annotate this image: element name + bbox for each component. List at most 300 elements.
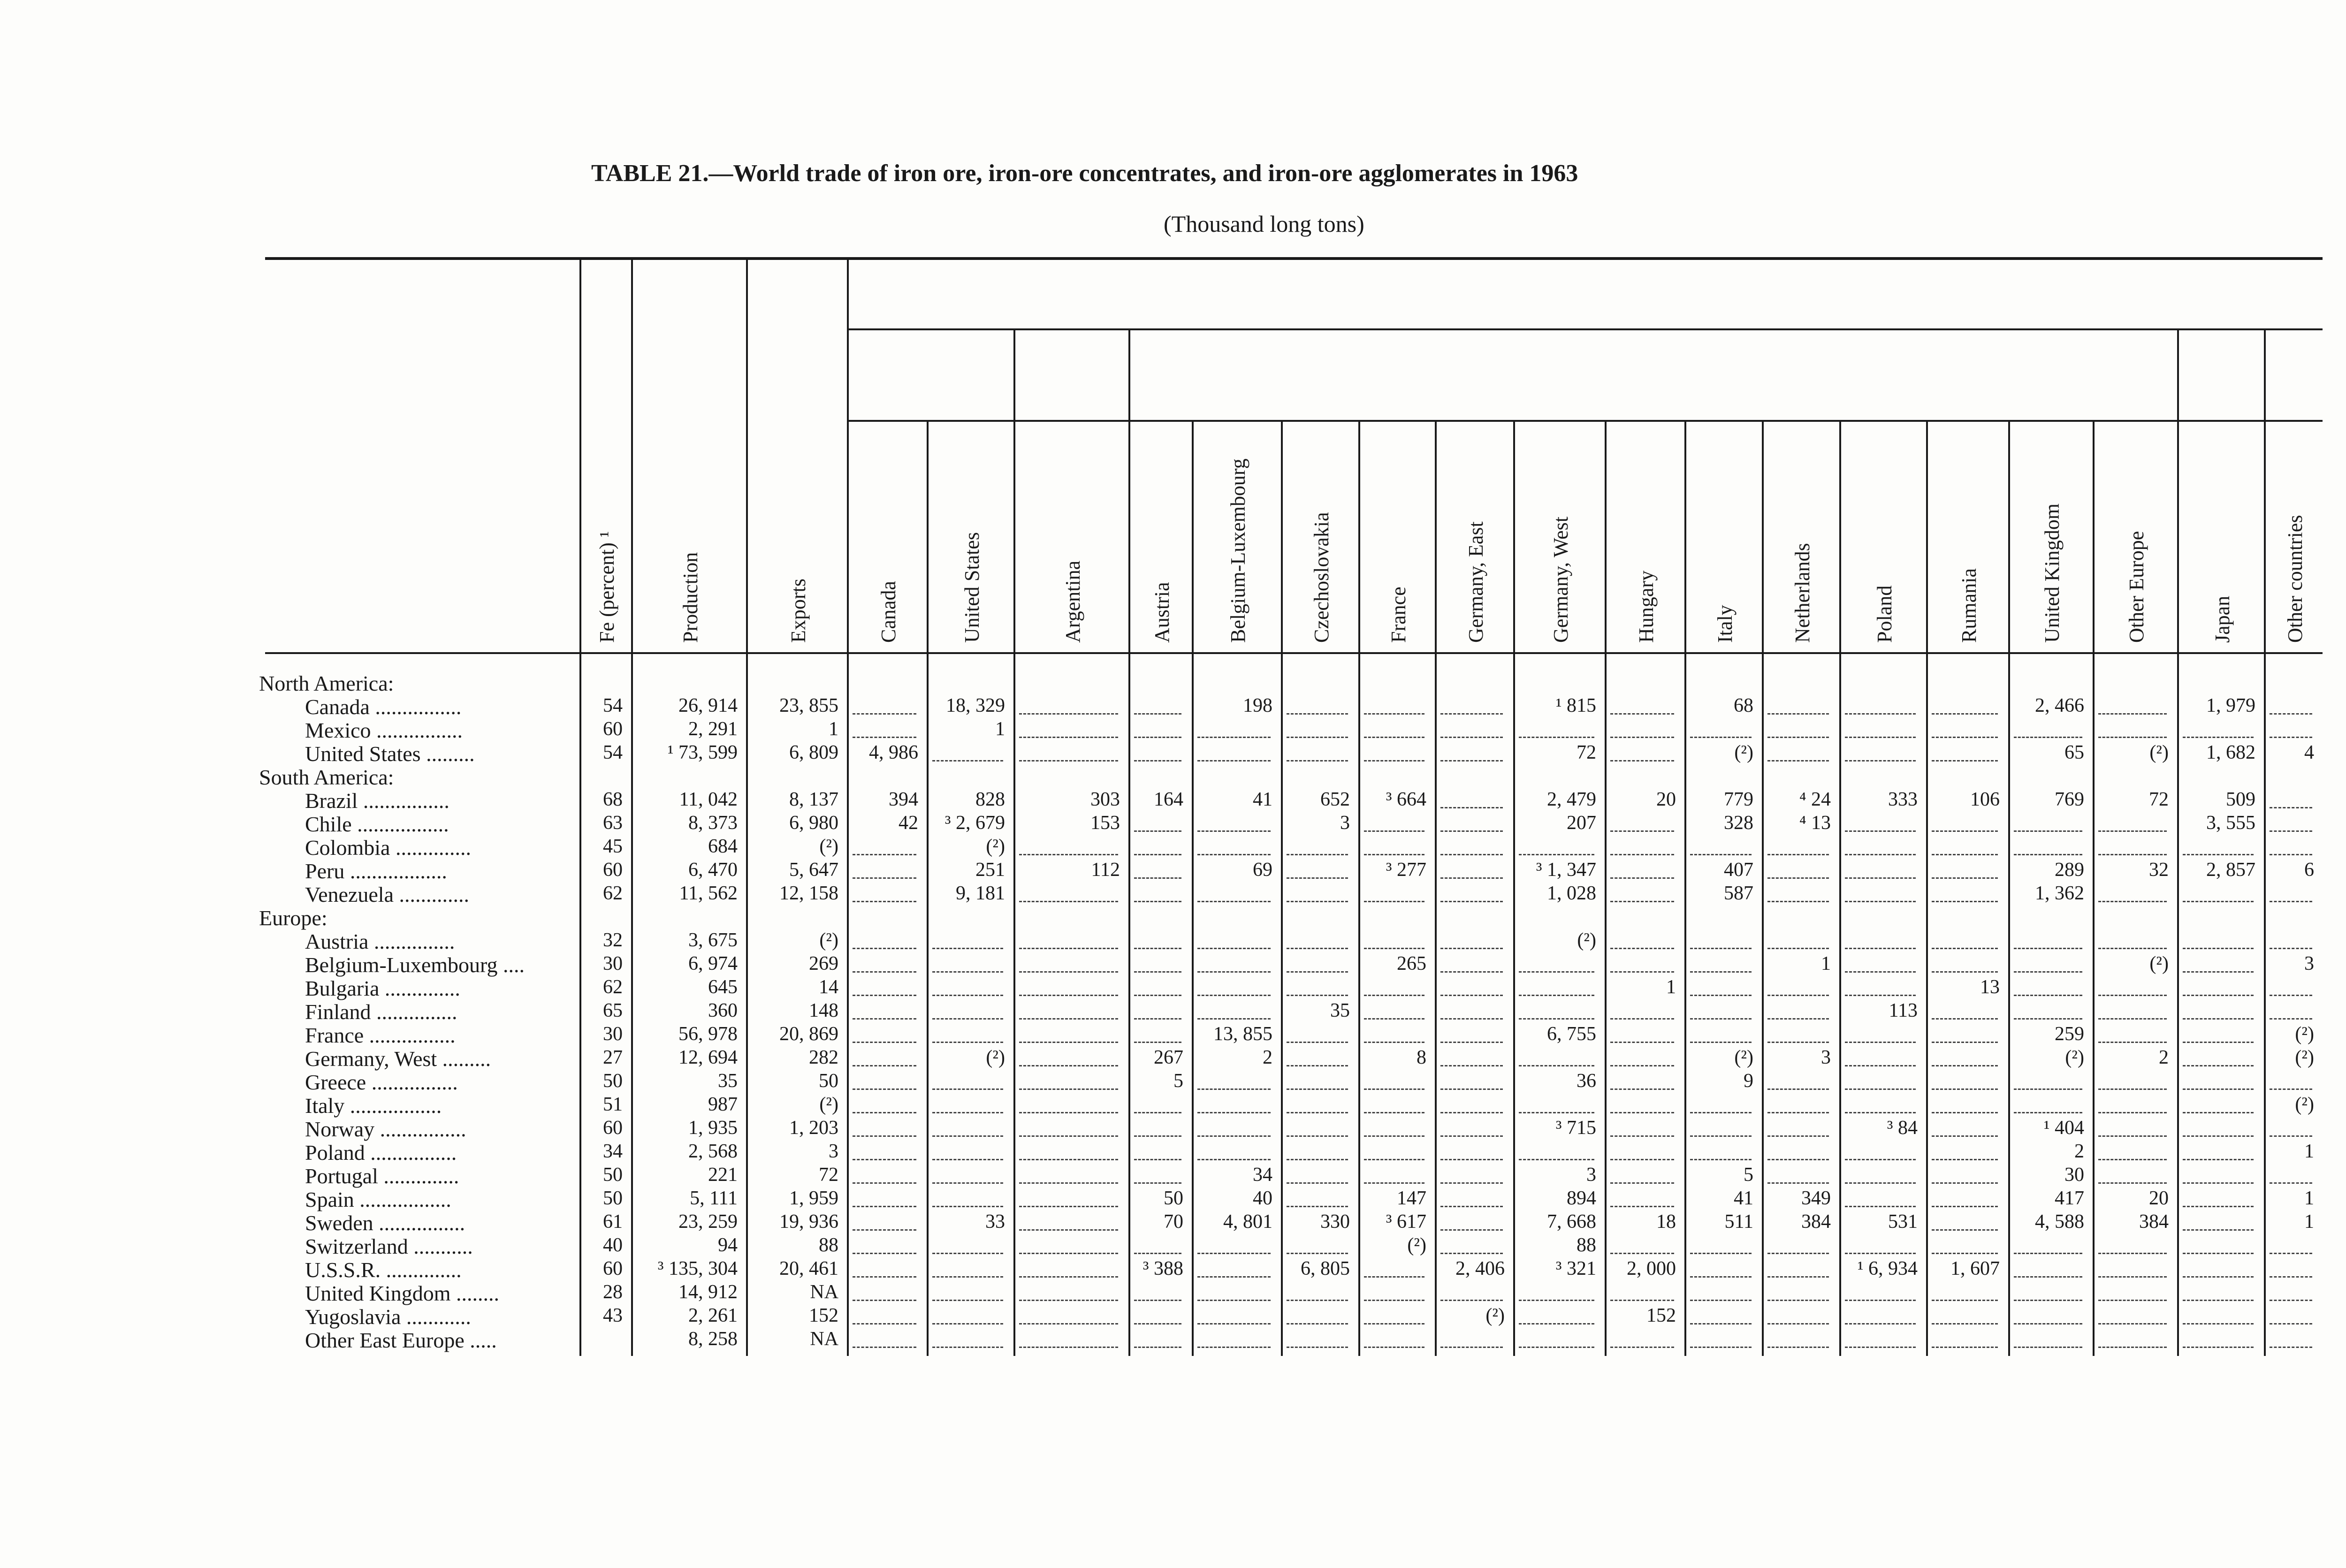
cell-dash	[1767, 1112, 1829, 1113]
cell-dash	[1197, 1159, 1271, 1160]
cell-dash	[1364, 1042, 1424, 1043]
cell-dash	[1767, 760, 1829, 761]
cell-dash	[1440, 971, 1503, 973]
cell-dash	[1440, 1206, 1503, 1207]
cell-dash	[1767, 1253, 1829, 1254]
cell-value: 4, 986	[869, 742, 918, 763]
cell-dash	[1767, 1159, 1829, 1160]
cell-dash	[853, 1253, 916, 1254]
cell-dash	[1610, 830, 1674, 832]
header-col-9: Hungary	[1635, 571, 1658, 643]
cell-dash	[1134, 1253, 1181, 1254]
cell-production: 2, 291	[688, 718, 738, 740]
cell-dash	[2098, 1088, 2167, 1090]
row-name: Peru ..................	[305, 859, 447, 883]
cell-dash	[2183, 1182, 2254, 1184]
cell-value: (²)	[1485, 1305, 1505, 1326]
cell-dash	[2270, 1253, 2312, 1254]
cell-dash	[2183, 1347, 2254, 1348]
cell-value: 153	[1090, 812, 1120, 834]
cell-exports: 19, 936	[779, 1211, 838, 1233]
cell-production: 8, 373	[688, 812, 738, 834]
cell-dash	[1845, 995, 1916, 996]
row-name: Austria ...............	[305, 929, 455, 953]
cell-dash	[932, 1135, 1003, 1137]
cell-value: 13	[1980, 976, 2000, 998]
cell-dash	[2183, 971, 2254, 973]
cell-value: (²)	[2295, 1023, 2314, 1045]
cell-dash	[1690, 1347, 1752, 1348]
cell-dash	[1364, 1347, 1424, 1348]
row-name: Bulgaria ..............	[305, 976, 460, 1000]
cell-dash	[2098, 1300, 2167, 1301]
cell-dash	[1610, 1042, 1674, 1043]
cell-value: 5	[1744, 1164, 1753, 1186]
cell-dash	[1519, 1159, 1594, 1160]
cell-dash	[2270, 1182, 2312, 1184]
cell-dash	[853, 1159, 916, 1160]
row-name: Portugal ..............	[305, 1164, 459, 1188]
cell-dash	[1440, 948, 1503, 949]
row-name: Other East Europe .....	[305, 1328, 497, 1352]
cell-dash	[2014, 1088, 2082, 1090]
cell-fe: 34	[603, 1141, 623, 1162]
cell-dash	[1287, 877, 1348, 879]
cell-dash	[1932, 760, 1998, 761]
cell-fe: 32	[603, 929, 623, 951]
cell-dash	[1767, 901, 1829, 902]
header-col-1: United States	[960, 532, 983, 643]
cell-dash	[2014, 1253, 2082, 1254]
cell-dash	[1134, 1018, 1181, 1020]
cell-dash	[1197, 854, 1271, 855]
cell-dash	[1932, 1253, 1998, 1254]
cell-dash	[853, 1347, 916, 1348]
cell-dash	[1440, 995, 1503, 996]
cell-dash	[1932, 1135, 1998, 1137]
cell-value: 2, 466	[2035, 695, 2084, 716]
cell-value: (²)	[1577, 929, 1596, 951]
header-col-6: France	[1386, 586, 1410, 643]
cell-dash	[2098, 995, 2167, 996]
cell-dash	[2098, 1159, 2167, 1160]
cell-dash	[853, 1276, 916, 1278]
cell-dash	[2183, 1300, 2254, 1301]
cell-value: 1, 607	[1950, 1258, 2000, 1279]
cell-value: 2, 857	[2206, 859, 2255, 881]
cell-dash	[853, 948, 916, 949]
cell-production: 94	[718, 1234, 738, 1256]
cell-dash	[1440, 1300, 1503, 1301]
cell-dash	[1519, 995, 1594, 996]
cell-value: (²)	[2149, 953, 2169, 974]
cell-value: 106	[1970, 789, 2000, 810]
cell-dash	[1364, 1135, 1424, 1137]
cell-dash	[853, 1112, 916, 1113]
cell-dash	[1134, 1182, 1181, 1184]
cell-dash	[1845, 1182, 1916, 1184]
cell-dash	[2270, 948, 2312, 949]
group-label: Europe:	[259, 906, 328, 930]
cell-dash	[853, 1088, 916, 1090]
header-production: Production	[678, 552, 702, 643]
cell-fe: 65	[603, 1000, 623, 1021]
cell-value: 384	[2139, 1211, 2169, 1233]
cell-dash	[1519, 737, 1594, 738]
cell-production: 6, 974	[688, 953, 738, 974]
cell-value: 13, 855	[1213, 1023, 1272, 1045]
cell-dash	[853, 1323, 916, 1324]
cell-dash	[2183, 1229, 2254, 1231]
cell-dash	[1440, 1253, 1503, 1254]
cell-dash	[932, 1182, 1003, 1184]
cell-dash	[1845, 971, 1916, 973]
row-name: Venezuela .............	[305, 883, 469, 906]
cell-dash	[1197, 1112, 1271, 1113]
cell-dash	[1134, 760, 1181, 761]
cell-dash	[2183, 1018, 2254, 1020]
cell-dash	[853, 1206, 916, 1207]
cell-exports: 1, 203	[789, 1117, 838, 1139]
cell-dash	[1197, 948, 1271, 949]
cell-dash	[1287, 713, 1348, 715]
cell-value: ³ 715	[1555, 1117, 1596, 1139]
cell-dash	[1440, 1347, 1503, 1348]
cell-dash	[1197, 995, 1271, 996]
cell-dash	[1690, 971, 1752, 973]
cell-dash	[2183, 854, 2254, 855]
cell-value: 40	[1253, 1187, 1272, 1209]
cell-value: 6, 805	[1301, 1258, 1350, 1279]
cell-dash	[1690, 948, 1752, 949]
cell-value: 42	[899, 812, 918, 834]
cell-dash	[1364, 760, 1424, 761]
cell-dash	[1690, 995, 1752, 996]
cell-value: 9, 181	[956, 883, 1005, 904]
cell-dash	[932, 948, 1003, 949]
table-subtitle: (Thousand long tons)	[1164, 211, 1364, 237]
cell-value: 2, 000	[1627, 1258, 1676, 1279]
cell-dash	[2270, 830, 2312, 832]
cell-value: 1	[1821, 953, 1831, 974]
cell-value: 4	[2304, 742, 2314, 763]
cell-exports: 1	[829, 718, 838, 740]
cell-exports: 5, 647	[789, 859, 838, 881]
cell-dash	[1197, 1276, 1271, 1278]
cell-value: 1	[1666, 976, 1676, 998]
cell-value: 265	[1397, 953, 1426, 974]
region-rule	[847, 420, 2323, 422]
cell-dash	[1287, 760, 1348, 761]
cell-value: 6	[2304, 859, 2314, 881]
cell-dash	[1134, 948, 1181, 949]
cell-dash	[1197, 1018, 1271, 1020]
cell-dash	[1610, 1112, 1674, 1113]
cell-dash	[2270, 995, 2312, 996]
cell-value: ³ 388	[1143, 1258, 1183, 1279]
cell-dash	[2270, 1276, 2312, 1278]
cell-dash	[1440, 830, 1503, 832]
cell-dash	[1767, 877, 1829, 879]
cell-value: 18, 329	[946, 695, 1005, 716]
cell-dash	[1019, 901, 1118, 902]
cell-dash	[853, 995, 916, 996]
cell-dash	[1364, 1276, 1424, 1278]
cell-dash	[1610, 1018, 1674, 1020]
cell-value: 1	[2304, 1141, 2314, 1162]
header-col-11: Netherlands	[1790, 543, 1814, 643]
cell-dash	[2183, 1323, 2254, 1324]
cell-dash	[1287, 1300, 1348, 1301]
cell-value: 3	[1586, 1164, 1596, 1186]
cell-dash	[2098, 1323, 2167, 1324]
cell-dash	[2270, 807, 2312, 808]
cell-dash	[2014, 830, 2082, 832]
cell-value: 8	[1417, 1047, 1426, 1068]
cell-value: (²)	[2149, 742, 2169, 763]
cell-dash	[1519, 854, 1594, 855]
cell-fe: 40	[603, 1234, 623, 1256]
row-name: Switzerland ...........	[305, 1234, 473, 1258]
row-name: Brazil ................	[305, 789, 449, 813]
cell-dash	[1519, 1018, 1594, 1020]
cell-exports: 6, 980	[789, 812, 838, 834]
cell-dash	[2014, 1347, 2082, 1348]
cell-value: 394	[889, 789, 918, 810]
cell-dash	[2098, 901, 2167, 902]
row-name: France ................	[305, 1023, 456, 1047]
cell-production: 56, 978	[678, 1023, 738, 1045]
cell-production: 987	[708, 1094, 738, 1115]
cell-value: 509	[2226, 789, 2255, 810]
cell-dash	[932, 1323, 1003, 1324]
cell-dash	[932, 1112, 1003, 1113]
cell-dash	[1932, 854, 1998, 855]
cell-production: 684	[708, 836, 738, 857]
cell-dash	[1610, 1065, 1674, 1066]
header-col-8: Germany, West	[1549, 517, 1572, 643]
cell-fe: 60	[603, 1117, 623, 1139]
cell-dash	[853, 877, 916, 879]
cell-dash	[1932, 713, 1998, 715]
cell-dash	[1932, 737, 1998, 738]
cell-dash	[1610, 948, 1674, 949]
row-name: Spain .................	[305, 1187, 451, 1211]
cell-dash	[1134, 1159, 1181, 1160]
cell-dash	[2098, 1042, 2167, 1043]
cell-dash	[1440, 901, 1503, 902]
cell-dash	[2014, 1112, 2082, 1113]
cell-value: (²)	[2295, 1094, 2314, 1115]
cell-dash	[1287, 1112, 1348, 1113]
cell-dash	[1019, 1065, 1118, 1066]
cell-value: (²)	[986, 1047, 1005, 1068]
cell-dash	[1610, 1253, 1674, 1254]
cell-dash	[2098, 1135, 2167, 1137]
cell-value: 652	[1320, 789, 1350, 810]
cell-fe: 30	[603, 1023, 623, 1045]
cell-dash	[1134, 1323, 1181, 1324]
cell-dash	[1440, 713, 1503, 715]
cell-dash	[1767, 995, 1829, 996]
cell-production: 645	[708, 976, 738, 998]
header-col-13: Rumania	[1957, 568, 1980, 643]
cell-dash	[1019, 1182, 1118, 1184]
cell-dash	[1690, 1112, 1752, 1113]
cell-value: 32	[2149, 859, 2169, 881]
cell-dash	[1440, 1159, 1503, 1160]
cell-dash	[1134, 737, 1181, 738]
cell-dash	[2098, 948, 2167, 949]
cell-dash	[853, 901, 916, 902]
cell-dash	[2183, 737, 2254, 738]
cell-dash	[1845, 1112, 1916, 1113]
cell-dash	[2183, 901, 2254, 902]
cell-dash	[1519, 1065, 1594, 1066]
cell-dash	[1767, 713, 1829, 715]
cell-dash	[1019, 1300, 1118, 1301]
cell-fe: 50	[603, 1164, 623, 1186]
cell-dash	[1364, 830, 1424, 832]
group-label: South America:	[259, 765, 394, 789]
cell-dash	[1364, 1300, 1424, 1301]
cell-dash	[1932, 877, 1998, 879]
cell-dash	[1610, 760, 1674, 761]
cell-dash	[2270, 1018, 2312, 1020]
cell-dash	[853, 737, 916, 738]
cell-dash	[853, 971, 916, 973]
cell-dash	[1845, 901, 1916, 902]
cell-dash	[2183, 1135, 2254, 1137]
cell-dash	[2014, 854, 2082, 855]
cell-value: 7, 668	[1547, 1211, 1596, 1233]
cell-dash	[1440, 1135, 1503, 1137]
cell-dash	[1610, 713, 1674, 715]
cell-dash	[1845, 877, 1916, 879]
cell-value: 2	[2074, 1141, 2084, 1162]
cell-value: ⁴ 13	[1799, 812, 1831, 834]
row-name: Finland ...............	[305, 1000, 457, 1024]
cell-dash	[1197, 1347, 1271, 1348]
cell-value: ¹ 404	[2043, 1117, 2084, 1139]
cell-value: 328	[1724, 812, 1753, 834]
cell-exports: 8, 137	[789, 789, 838, 810]
cell-dash	[1610, 1182, 1674, 1184]
cell-value: (²)	[2065, 1047, 2084, 1068]
cell-value: 20	[1656, 789, 1676, 810]
cell-fe: 28	[603, 1281, 623, 1303]
cell-dash	[2183, 1276, 2254, 1278]
cell-dash	[1932, 1182, 1998, 1184]
cell-dash	[1019, 1112, 1118, 1113]
cell-value: 384	[1801, 1211, 1831, 1233]
table-title: TABLE 21.—World trade of iron ore, iron-ore concentrates, and iron-ore agglomerates in 1963	[591, 160, 1578, 187]
cell-dash	[1845, 713, 1916, 715]
cell-dash	[1197, 760, 1271, 761]
cell-value: 1, 979	[2206, 695, 2255, 716]
header-col-10: Italy	[1713, 605, 1737, 643]
cell-dash	[932, 1347, 1003, 1348]
cell-value: 4, 801	[1223, 1211, 1272, 1233]
row-name: Colombia ..............	[305, 836, 471, 860]
cell-dash	[1364, 948, 1424, 949]
cell-dash	[2014, 971, 2082, 973]
cell-dash	[1019, 1042, 1118, 1043]
cell-value: 164	[1154, 789, 1183, 810]
cell-dash	[932, 760, 1003, 761]
cell-dash	[2183, 948, 2254, 949]
cell-dash	[1932, 830, 1998, 832]
cell-value: ³ 321	[1555, 1258, 1596, 1279]
cell-dash	[932, 995, 1003, 996]
row-name: Sweden ................	[305, 1211, 465, 1235]
cell-dash	[1440, 877, 1503, 879]
cell-value: (²)	[1407, 1234, 1426, 1256]
cell-dash	[1519, 971, 1594, 973]
cell-value: 147	[1397, 1187, 1426, 1209]
cell-value: 5	[1173, 1070, 1183, 1092]
cell-dash	[1845, 1300, 1916, 1301]
cell-value: (²)	[1734, 1047, 1753, 1068]
cell-production: 11, 042	[679, 789, 738, 810]
cell-dash	[1134, 901, 1181, 902]
cell-dash	[932, 1276, 1003, 1278]
cell-dash	[1690, 1018, 1752, 1020]
cell-dash	[1767, 1135, 1829, 1137]
row-name: United Kingdom ........	[305, 1281, 499, 1305]
cell-dash	[2098, 854, 2167, 855]
cell-dash	[2183, 1112, 2254, 1113]
cell-dash	[1287, 1065, 1348, 1066]
cell-dash	[1019, 737, 1118, 738]
cell-exports: (²)	[819, 929, 838, 951]
cell-dash	[1767, 1347, 1829, 1348]
cell-value: 251	[975, 859, 1005, 881]
cell-dash	[1932, 1229, 1998, 1231]
cell-dash	[1932, 1206, 1998, 1207]
cell-production: ³ 135, 304	[657, 1258, 738, 1279]
cell-dash	[853, 1182, 916, 1184]
cell-dash	[1364, 854, 1424, 855]
cell-value: 587	[1724, 883, 1753, 904]
header-rule	[265, 652, 2323, 654]
cell-dash	[1134, 971, 1181, 973]
cell-value: (²)	[1734, 742, 1753, 763]
cell-value: ³ 617	[1386, 1211, 1426, 1233]
cell-value: 18	[1656, 1211, 1676, 1233]
cell-value: 30	[2064, 1164, 2084, 1186]
cell-dash	[1932, 1347, 1998, 1348]
cell-dash	[2098, 1347, 2167, 1348]
cell-fe: 62	[603, 976, 623, 998]
cell-dash	[1845, 948, 1916, 949]
cell-value: 41	[1253, 789, 1272, 810]
cell-exports: NA	[810, 1328, 838, 1350]
cell-dash	[1019, 1229, 1118, 1231]
cell-dash	[1287, 1206, 1348, 1207]
cell-dash	[932, 1018, 1003, 1020]
cell-dash	[1197, 830, 1271, 832]
cell-value: 34	[1253, 1164, 1272, 1186]
cell-value: ³ 664	[1386, 789, 1426, 810]
cell-dash	[2098, 713, 2167, 715]
cell-dash	[1932, 971, 1998, 973]
cell-dash	[1019, 1135, 1118, 1137]
cell-dash	[1767, 1276, 1829, 1278]
cell-value: 3, 555	[2206, 812, 2255, 834]
cell-dash	[1197, 1135, 1271, 1137]
cell-exports: 14	[819, 976, 838, 998]
